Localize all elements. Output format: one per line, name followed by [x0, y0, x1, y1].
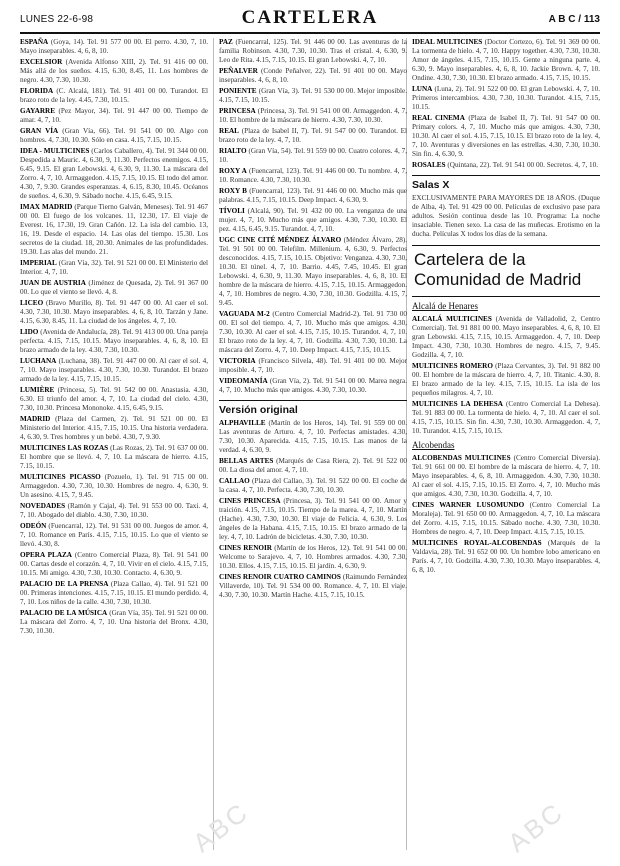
- cinema-entry: [219, 236, 407, 308]
- regional-listings-title: [412, 245, 600, 297]
- cinema-name: MULTICINES LA DEHESA: [412, 400, 503, 408]
- cinema-entry: [219, 87, 407, 105]
- cinema-entry: [20, 127, 208, 145]
- cinema-name: IMPERIAL: [20, 259, 57, 267]
- cinema-entry: [219, 107, 407, 125]
- cinema-name: LUNA: [412, 85, 433, 93]
- cinema-entry: [20, 522, 208, 549]
- section-title: CARTELERA: [241, 7, 379, 28]
- cinema-details: (Goya, 14). Tel. 91 577 00 00. El perro. 4.30, 7, 10. Mayo inseparables. 4, 6, 8, 10.: [20, 38, 208, 55]
- cinema-details: (Centro Comercial Diversia). Tel. 91 661 00 00. El hombre de la máscara de hierro. 4, 7, 10. Mayo inseparables. 4, 6, 8, 10. Armaggedon. 4.30, 7.30, 10.30. Al caer el sol. 4.15, 7.15, 10.15. El Zorro. 4, 7, 10. Mucho más que amigos. 4.30, 7.30, 10.30. Godzilla. 4, 7, 10.: [412, 454, 601, 498]
- cinema-entry: [20, 609, 208, 636]
- cinema-details: (Parque Tierno Galván, Meneses). Tel. 91 467 00 00. El fuego de los volcanes. 11, 12.30, 17. El viaje de Everest. 16, 17.30, 19. Gran Cañón. 12. La isla del cambio. 13, 16, 19. Desde el espacio. 14. Las olas del tiempo. 15.30. Los secretos de la ciudad. 18, 20.30. Animales de las profundidades. 19.30. Las alas del mundo. 21.: [20, 203, 209, 256]
- cinema-name: LICEO: [20, 299, 44, 307]
- cinema-details: (Avenida de Andalucía, 28). Tel. 91 413 00 00. Una pareja perfecta. 4.15, 7.15, 10.15. Mayo inseparables. 4, 6, 8, 10. El brazo armado de la ley. 4.30, 7.30, 10.30.: [20, 328, 209, 354]
- cinema-entry: [412, 362, 600, 398]
- cinema-name: PONIENTE: [219, 87, 257, 95]
- town-heading: Alcalá de Henares: [412, 301, 478, 311]
- cinema-list: [412, 454, 600, 575]
- cinema-details: (Fuencarral, 125). Tel. 91 446 00 00. Las aventuras de la familia Robinson. 4.30, 7.30, 10.30. Tras el cristal. 4, 6.30, 9. Leo de Rita. 4.15, 7.15, 10.15. El gran Lebowski. 4, 7, 10.: [219, 38, 407, 64]
- cinema-details: (Marqués de la Valdavia, 28). Tel. 91 652 00 00. Un hombre lobo americano en París. 4, 7, 10. Godzilla. 4.30, 7.30, 10.30. Mayo inseparables. 4, 6, 8, 10.: [412, 539, 601, 574]
- cinema-entry: [219, 167, 407, 185]
- cinema-details: (Luna, 2). Tel. 91 522 00 00. El gran Lebowski. 4, 7, 10. Primeros intercambios. 4.30, 7.30, 10.30. Turandot. 4.15, 7.15, 10.15.: [412, 85, 600, 111]
- cinema-entry: [219, 497, 407, 542]
- cinema-entry: [20, 473, 208, 500]
- regional-title-line: Comunidad de Madrid: [414, 270, 582, 289]
- cinema-list: [219, 419, 407, 600]
- cinema-name: PALACIO DE LA PRENSA: [20, 580, 109, 588]
- cinema-entry: [20, 147, 208, 201]
- cinema-name: PALACIO DE LA MÚSICA: [20, 609, 108, 617]
- cinema-details: (Gran Vía, 32). Tel. 91 521 00 00. El Ministerio del Interior. 4, 7, 10.: [20, 259, 209, 276]
- cinema-details: (Princesa, 5). Tel. 91 542 00 00. Anastasia. 4.30, 6.30. El triunfo del amor. 4, 7, 10. La ciudad del cielo. 4.30, 7.30, 10.30. Princesa Mononoke. 4.15, 6.45, 9.15.: [20, 386, 208, 412]
- cinema-name: ALCALÁ MULTICINES: [412, 315, 492, 323]
- watermark: ABC: [187, 796, 255, 859]
- cinema-entry: [20, 203, 208, 257]
- cinema-details: (Quintana, 22). Tel. 91 541 00 00. Secretos. 4, 7, 10.: [447, 161, 599, 169]
- cinema-entry: [20, 415, 208, 442]
- cinema-name: PEÑALVER: [219, 67, 258, 75]
- cinema-name: ROXY A: [219, 167, 247, 175]
- cinema-name: PRINCESA: [219, 107, 256, 115]
- cinema-details: (Avenida de Valladolid, 2, Centro Comercial). Tel. 91 881 00 00. Mayo inseparables. 4, 6, 8, 10. El gran Lebowski. 4.15, 7.15, 10.15. Armaggedon. 4, 7, 10. Deep Impact. 4.30, 7.30, 10.30. Hombres de negro. 4.15, 7, 9.45. Godzilla. 4, 7, 10.: [412, 315, 601, 359]
- cinema-details: (Méndez Álvaro, 28). Tel. 91 501 00 00. Telefilm. Millenium. 4, 6.30, 9. Perfectos desconocidos. 4.15, 7.15, 10.15. Objetivo: Venganza. 4.30, 7.30, 10.30. El túnel. 4, 7, 10. Barrio. 4.45, 7.45, 10.45. El gran Lebowski. 4, 6.30, 9, 11.30. Mayo inseparables. 4, 6, 8, 10. El hombre de la máscara de hierro. 4.15, 7.15, 10.15. Armaggedon. 4, 7, 10. Hombres de negro. 4.30, 7.30, 10.30. Godzilla. 4.15, 7, 9.45.: [219, 236, 408, 307]
- cinema-entry: [219, 38, 407, 65]
- cinema-entry: [20, 444, 208, 471]
- cinema-name: VAGUADA M-2: [219, 310, 270, 318]
- cinema-details: (Plaza Cervantes, 3). Tel. 91 882 00 00. El hombre de la máscara de hierro. 4, 7, 10. Titanic. 4.30, 8. El brazo armado de la ley. 4.15, 7.15, 10.15. La isla de los pequeños milagros. 4, 7, 10.: [412, 362, 600, 397]
- cinema-details: (Gran Vía, 54). Tel. 91 559 00 00. Cuatro colores. 4, 7, 10.: [219, 147, 407, 164]
- cinema-entry: [412, 315, 600, 360]
- cinema-list: [412, 38, 600, 170]
- cinema-name: CINES RENOIR CUATRO CAMINOS: [219, 573, 341, 581]
- cinema-details: (Centro Comercial Madrid-2). Tel. 91 730 00 00. El sol del tiempo. 4, 7, 10. Mucho más que amigos. 4.30, 7.30, 10.30. Al caer el sol. 4.15, 7.15, 10.15. Turandot. 4, 7, 10. El brazo roto de la ley. 4, 7, 10. Godzilla. 4.30, 7.30, 10.30. La máscara del Zorro. 4, 7, 10. Deep Impact. 4.15, 7.15, 10.15.: [219, 310, 407, 354]
- cinema-entry: [20, 580, 208, 607]
- cinema-name: VICTORIA: [219, 357, 256, 365]
- cinema-details: (Plaza de Isabel II, 7). Tel. 91 547 00 00. Primary colors. 4, 7, 10. Mucho más que amigos. 4.30, 7.30, 10.30. Al caer el sol. 4.15, 7.15, 10.15. El brazo roto de la ley. 4, 7, 10. Aventuras y diversiones en las estrellas. 4.30, 7.30, 10.30. Sin fin. 4, 6.30, 9.: [412, 114, 601, 158]
- cinema-entry: [20, 551, 208, 578]
- cinema-name: MULTICINES ROYAL-ALCOBENDAS: [412, 539, 542, 547]
- cinema-entry: [20, 386, 208, 413]
- town-heading: Alcobendas: [412, 440, 455, 450]
- cinema-name: MULTICINES PICASSO: [20, 473, 101, 481]
- cinema-details: (Raimundo Fernández Villaverde, 10). Tel. 91 534 00 00. Romance. 4, 7, 10. El viaje. 4.30, 7.30, 10.30. Martín Hache. 4.15, 7.15, 10.15.: [219, 573, 408, 599]
- cinema-entry: [412, 38, 600, 83]
- cinema-name: CINES RENOIR: [219, 544, 272, 552]
- cinema-entry: [219, 544, 407, 571]
- cinema-details: (Francisco Silvela, 48). Tel. 91 401 00 00. Mejor imposible. 4, 7, 10.: [219, 357, 407, 374]
- cinema-details: EXCLUSIVAMENTE PARA MAYORES DE 18 AÑOS. (Duque de Alba, 4). Tel. 91 429 00 00. Películas de exclusivo pase para adultos. Sesión continua desde las 10. Programa: La noche insaciable. Tienen sexo. La casa de las muñecas. Erotismo en la ducha. Películas X todos los días de la semana.: [412, 194, 600, 238]
- cinema-entry: [219, 187, 407, 205]
- cinema-details: (Fuencarral, 123). Tel. 91 446 00 00. Mucho más que palabras. 4.15, 7.15, 10.15. Deep Impact. 4, 6.30, 9.: [219, 187, 407, 204]
- cinema-name: MULTICINES LAS ROZAS: [20, 444, 109, 452]
- cinema-entry: [20, 328, 208, 355]
- watermark: ABC: [502, 796, 570, 859]
- cinema-entry: [20, 58, 208, 85]
- cinema-details: (Fuencarral, 12). Tel. 91 531 00 00. Juegos de amor. 4, 7, 10. Romance en París. 4.15, 7.15, 10.15. Lo que el viento se llevó. 4.30, 8.: [20, 522, 209, 548]
- cinema-details: (Las Rozas, 2). Tel. 91 637 00 00. El hombre que se llevó. 4, 7, 10. La máscara de hierro. 4.15, 7.15, 10.15.: [20, 444, 208, 470]
- cinema-details: (C. Alcalá, 181). Tel. 91 401 00 00. Turandot. El brazo roto de la ley. 4.45, 7.30, 10.15.: [20, 87, 209, 104]
- page-number: A B C / 113: [548, 14, 600, 25]
- cinema-entry: [20, 87, 208, 105]
- cinema-details: (Doctor Cortezo, 6). Tel. 91 369 00 00. La tormenta de hielo. 4, 7, 10. Happy together. 4.30, 7.30, 10.30. Amor de ángeles. 4.15, 7.15, 10.15. Gente a ninguna parte. 4, 6.30, 9. Mayo inseparables. 4, 6, 8, 10. Jackie Brown. 4, 7, 10. Ondine. 4.30, 7.30, 10.30. El brazo armado. 4.15, 7.15, 10.15.: [412, 38, 600, 82]
- cinema-name: VIDEOMANÍA: [219, 377, 268, 385]
- cinema-name: IDEAL MULTICINES: [412, 38, 483, 46]
- cinema-name: MULTICINES ROMERO: [412, 362, 493, 370]
- cinema-name: ALCOBENDAS MULTICINES: [412, 454, 511, 462]
- cinema-details: (Plaza Callao, 4). Tel. 91 521 00 00. Primeras intenciones. 4.15, 7.15, 10.15. El mundo perdido. 4, 7, 10. Los niños de la calle. 4.30, 7.30, 10.30.: [20, 580, 209, 606]
- cinema-entry: [412, 539, 600, 575]
- cinema-details: (Princesa, 3). Tel. 91 541 00 00. Amor y traición. 4.15, 7.15, 10.15. Tiempo de la marea. 4, 7, 10. Martín (Hache). 4.30, 7.30, 10.30. El viaje de Felicia. 4, 6.30, 9. Los ángeles de la Habana. 4.15, 7.15, 10.15. El brazo armado de la ley. 4, 7, 10. Ladrón de bicicletas. 4.30, 7.30, 10.30.: [219, 497, 408, 541]
- cinema-details: (Carlos Caballero, 4). Tel. 91 344 00 00. Despedida a Mauric. 4, 6.30, 9, 11.30. Perfectos enemigos. 4.15, 6.45, 9.15. El gran Lebowski. 4, 6.30, 9, 11.30. La máscara del Zorro. 4, 7, 10. Armaggedon. 4.15, 7.15, 10.15. El todo del amor. 4.30, 7, 9.30. Grandes esperanzas. 4, 6.15, 8.30, 10.45. Océanos de sueños. 4, 6.30, 9. Sábado noche. 4.15, 6.45, 9.15.: [20, 147, 209, 200]
- cinema-entry: [20, 357, 208, 384]
- cinema-name: RIALTO: [219, 147, 247, 155]
- cinema-name: UGC CINE CITÉ MÉNDEZ ÁLVARO: [219, 236, 342, 244]
- cinema-entry: [219, 573, 407, 600]
- cinema-entry: [20, 107, 208, 125]
- cinema-entry: [20, 38, 208, 56]
- cinema-entry: [219, 419, 407, 455]
- cinema-list: [412, 315, 600, 436]
- section-heading-original-version: Versión original: [219, 400, 407, 416]
- cinema-details: (Martín de los Heros, 14). Tel. 91 559 00 00. Las aventuras de Arturo. 4, 7, 10. Perfectas amistades. 4.30, 7.30, 10.30. Aparecida. 4.15, 7.15, 10.15. Las manos de la verdad. 4, 6.30, 9.: [219, 419, 407, 454]
- cinema-details: (Luchana, 38). Tel. 91 447 00 00. Al caer el sol. 4, 7, 10. Mayo inseparables. 4.30, 7.30, 10.30. Turandot. El brazo armado de la ley. 4.15, 7.15, 10.15.: [20, 357, 208, 383]
- cinema-details: (Jiménez de Quesada, 2). Tel. 91 367 00 00. Lo que el viento se llevó. 4, 8.: [20, 279, 209, 296]
- cinema-details: (Marqués de Casa Riera, 2). Tel. 91 522 00 00. La diosa del amor. 4, 7, 10.: [219, 457, 408, 474]
- cinema-entry: [20, 279, 208, 297]
- cinema-name: CINES WARNER LUSOMUNDO: [412, 501, 525, 509]
- cinema-entry: [219, 357, 407, 375]
- cinema-details: (Centro Comercial Plaza, 8). Tel. 91 541 00 00. Cartas desde el corazón. 4, 7, 10. Vivir en el cielo. 4.15, 7.15, 10.15. Mi amigo. 4.30, 7.30, 10.30. Contacto. 4, 6.30, 9.: [20, 551, 209, 577]
- cinema-details: (Avenida Alfonso XIII, 2). Tel. 91 416 00 00. Más allá de los sueños. 4.15, 6.30, 8.45, 11. Los hombres de negro. 4.30, 7.30, 10.30.: [20, 58, 209, 84]
- regional-title-line: Cartelera de la: [414, 250, 526, 269]
- page-header: [20, 6, 600, 34]
- cinema-name: GRAN VÍA: [20, 127, 59, 135]
- cinema-entry: [219, 457, 407, 475]
- cinema-details: (Ramón y Cajal, 4). Tel. 91 553 00 00. Taxi. 4, 7, 10. Abogado del diablo. 4.30, 7.30, 10.30.: [20, 502, 209, 519]
- cinema-name: NOVEDADES: [20, 502, 66, 510]
- cinema-name: REAL: [219, 127, 239, 135]
- cinema-details: (Gran Vía, 35). Tel. 91 521 00 00. La máscara del Zorro. 4, 7, 10. Una historia del Bronx. 4.30, 7.30, 10.30.: [20, 609, 208, 635]
- cinema-name: OPERA PLAZA: [20, 551, 73, 559]
- cinema-name: LUMIÈRE: [20, 386, 55, 394]
- cinema-list: [219, 38, 407, 395]
- cinema-entry: [20, 259, 208, 277]
- column-3: [412, 38, 600, 577]
- cinema-name: ROXY B: [219, 187, 247, 195]
- cinema-details: (Pozuelo, 1). Tel. 91 715 00 00. Armaggedon. 4.30, 7.30, 10.30. Hombres de negro. 4, 6.30, 9. Un asesino. 4.15, 7, 9.45.: [20, 473, 209, 499]
- cinema-name: EXCELSIOR: [20, 58, 63, 66]
- cinema-name: GAYARRE: [20, 107, 56, 115]
- cinema-details: (Alcalá, 90). Tel. 91 432 00 00. La venganza de una mujer. 4, 7, 10. Mucho más que amigos. 4.30, 7.30, 10.30. El pez. 4.15, 6.45, 9.15. Turandot. 4, 7, 10.: [219, 207, 407, 233]
- cinema-details: (Plaza del Carmen, 2). Tel. 91 521 00 00. El Ministerio del Interior. 4.15, 7.15, 10.15. Una historia verdadera. 4, 6.30, 9. Tres hombres y un bebé. 4.30, 7, 9.30.: [20, 415, 209, 441]
- cinema-name: CALLAO: [219, 477, 250, 485]
- cinema-entry: [219, 477, 407, 495]
- cinema-details: (Gran Vía, 3). Tel. 91 530 00 00. Mejor imposible. 4.15, 7.15, 10.15.: [219, 87, 408, 104]
- cinema-details: (Fuencarral, 123). Tel. 91 446 00 00. Tu nombre. 4, 7, 10. Romance. 4.30, 7.30, 10.30.: [219, 167, 407, 184]
- column-1: [20, 38, 208, 638]
- cinema-entry: [219, 127, 407, 145]
- cinema-list: [412, 194, 600, 239]
- cinema-details: (Gran Vía, 2). Tel. 91 541 00 00. Marea negra. 4, 7, 10. Mucho más que amigos. 4.30, 7.30, 10.30.: [219, 377, 407, 394]
- cinema-name: MADRID: [20, 415, 51, 423]
- cinema-details: (Princesa, 3). Tel. 91 541 00 00. Armaggedon. 4, 7, 10. El hombre de la máscara de hierro. 4.30, 7.30, 10.30.: [219, 107, 408, 124]
- cinema-entry: [412, 501, 600, 537]
- cinema-name: ODEÓN: [20, 522, 47, 530]
- cinema-details: (Conde Peñalver, 22). Tel. 91 401 00 00. Mayo inseparables. 4, 6, 8, 10.: [219, 67, 408, 84]
- cinema-name: IMAX MADRID: [20, 203, 73, 211]
- cinema-entry: [219, 147, 407, 165]
- cinema-entry: [219, 207, 407, 234]
- cinema-name: REAL CINEMA: [412, 114, 465, 122]
- cinema-entry: [219, 310, 407, 355]
- cinema-name: FLORIDA: [20, 87, 54, 95]
- cinema-details: (Centro Comercial La Moraleja). Tel. 91 650 00 00. Armaggedon. 4, 7, 10. La máscara del Zorro. 4.15, 7.15, 10.15. Sábado noche. 4.30, 7.30, 10.30. Hombres de negro. 4, 7, 10. Deep Impact. 4.15, 7.15, 10.15.: [412, 501, 600, 536]
- cinema-name: JUAN DE AUSTRIA: [20, 279, 86, 287]
- cinema-details: (Plaza del Callao, 3). Tel. 91 522 00 00. El coche de la casa. 4, 7, 10. Perfecta. 4.30, 7.30, 10.30.: [219, 477, 407, 494]
- section-heading-x-rooms: Salas X: [412, 175, 600, 191]
- cinema-name: ROSALES: [412, 161, 446, 169]
- cinema-entry: [412, 454, 600, 499]
- cinema-details: (Bravo Murillo, 8). Tel. 91 447 00 00. Al caer el sol. 4.30, 7.30, 10.30. Mayo inseparables. 4, 6, 8, 10. Tarzán y Jane. 4.15, 6.30, 8.45, 11. La ciudad de los ángeles. 4, 7, 10.: [20, 299, 208, 325]
- cinema-entry: [412, 85, 600, 112]
- cinema-entry: [412, 161, 600, 170]
- cinema-name: CINES PRINCESA: [219, 497, 281, 505]
- cinema-details: (Plaza de Isabel II, 7). Tel. 91 547 00 00. Turandot. El brazo roto de la ley. 4, 7, 10.: [219, 127, 407, 144]
- cinema-entry: [20, 502, 208, 520]
- column-divider: [213, 38, 214, 850]
- cinema-entry: [412, 194, 600, 239]
- cinema-entry: [219, 377, 407, 395]
- cinema-name: PAZ: [219, 38, 233, 46]
- cinema-name: ESPAÑA: [20, 38, 49, 46]
- cinema-entry: [219, 67, 407, 85]
- cinema-details: (Centro Comercial La Dehesa). Tel. 91 883 00 00. La tormenta de hielo. 4, 7, 10. Al caer el sol. 4.15, 7.15, 10.15. Sin fin. 4.30, 7.30, 10.30. Armaggedon. 4, 7, 10. Turandot. 4.15, 7.15, 10.15.: [412, 400, 600, 435]
- cinema-entry: [412, 400, 600, 436]
- cinema-name: ALPHAVILLE: [219, 419, 266, 427]
- cinema-details: (Pez Mayor, 34). Tel. 91 447 00 00. Tiempo de amar. 4, 7, 10.: [20, 107, 208, 124]
- column-2: [219, 38, 407, 602]
- cinema-entry: [20, 299, 208, 326]
- cinema-entry: [412, 114, 600, 159]
- cinema-name: LIDO: [20, 328, 39, 336]
- cinema-details: (Gran Vía, 66). Tel. 91 541 00 00. Algo con hombres. 4, 7.30, 10.30. Sólo en casa. 4.15, 7.15, 10.15.: [20, 127, 209, 144]
- cinema-name: TÍVOLI: [219, 207, 245, 215]
- cinema-name: LUCHANA: [20, 357, 57, 365]
- cinema-name: IDEA - MULTICINES: [20, 147, 90, 155]
- cinema-name: BELLAS ARTES: [219, 457, 274, 465]
- cinema-details: (Martín de los Heros, 12). Tel. 91 541 00 00. Welcome to Sarajevo. 4, 7, 10. Hombres armados. 4.30, 7.30, 10.30. Ellos. 4.15, 7.15, 10.15. El jardín. 4, 6.30, 9.: [219, 544, 407, 570]
- header-date: LUNES 22-6-98: [20, 14, 94, 25]
